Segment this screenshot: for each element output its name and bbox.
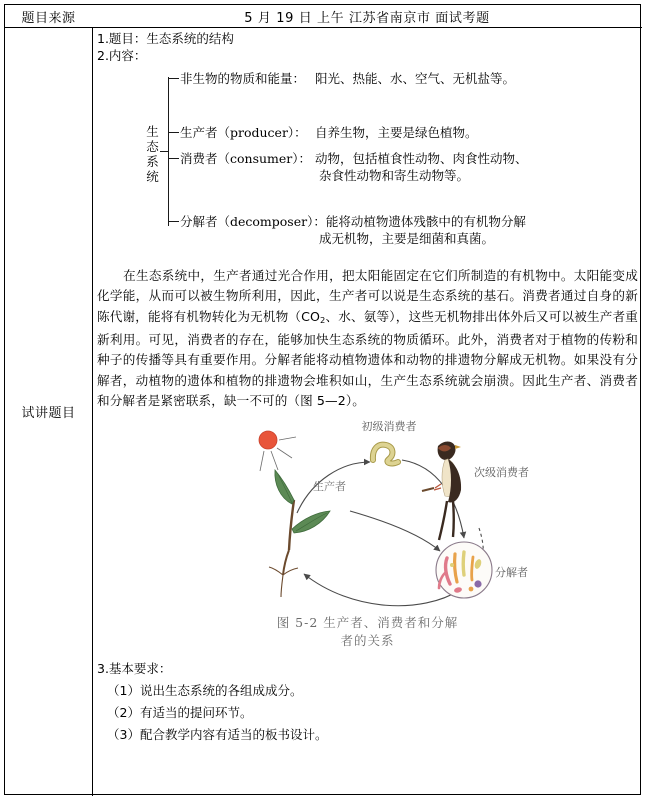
body-paragraph [97, 266, 638, 412]
requirement-item: （2）有适当的提问环节。 [107, 704, 253, 720]
content-line: 2.内容： [97, 48, 147, 63]
basic-requirements-block [97, 658, 638, 746]
requirement-item: （3）配合教学内容有适当的板书设计。 [107, 726, 328, 742]
figure-label-secondary-consumer: 次级消费者 [474, 465, 529, 479]
paragraph-part-2: 、水、氨等），这些无机物排出体外后又可以被生产者重新利用。可见，消费者的存在，能够加快生态系统的物质循环。此外，消费者对于植物的传粉和种子的传播等具有重要作用。分解者能将动植物遗体和动物的排遗物分解成无机物。如果没有分解者，动植物的遗体和植物的排遗物会堆积如山，生产生态系统就会崩溃。因此生产者、消费者和分解者是紧密联系，缺一不可的（图 5—2）。 [97, 308, 638, 409]
figure-caption-line-1: 图 5-2 生产者、消费者和分解 [276, 614, 459, 630]
requirement-item: （1）说出生态系统的各组成成分。 [107, 682, 303, 698]
ecosystem-structure-tree [97, 66, 638, 260]
tree-item-value: 自养生物，主要是绿色植物。 [315, 125, 478, 140]
tree-item-consumer-continued: 杂食性动物和寄生动物等。 [319, 168, 470, 183]
tree-item-key: 消费者（consumer）： [180, 151, 312, 166]
tree-branch-dash [168, 78, 179, 79]
figure-caption-line-2: 者的关系 [340, 632, 395, 648]
tree-item-producer [168, 124, 478, 141]
sun-icon [259, 431, 277, 449]
figure-label-producer: 生产者 [313, 479, 346, 493]
tree-root-char-0: 生 [146, 124, 159, 139]
brace-stub [160, 151, 168, 152]
requirements-heading: 3.基本要求： [97, 660, 172, 676]
exam-question-table [4, 4, 641, 795]
tree-branch-dash [168, 158, 179, 159]
row-label-trial-lecture: 试讲题目 [21, 406, 76, 421]
tree-item-decomposer [168, 213, 526, 230]
tree-root-label [145, 124, 160, 184]
tree-branch-dash [168, 221, 179, 222]
header-source-label: 题目来源 [21, 10, 76, 26]
topic-line: 1.题目：生态系统的结构 [97, 31, 234, 46]
tree-item-value: 能将动植物遗体残骸中的有机物分解 [325, 214, 526, 229]
co2-subscript: 2 [320, 314, 326, 325]
tree-item-abiotic [168, 70, 515, 87]
tree-branch-dash [168, 132, 179, 133]
paragraph-part-1: 在生态系统中，生产者通过光合作用，把太阳能固定在它们所制造的有机物中。太阳能变成化学能，从而可以被生物所利用，因此，生产者可以说是生态系统的基石。消费者通过自身的新陈代谢，能将有机物转化为无机物（CO [97, 268, 638, 324]
tree-root-char-3: 统 [146, 169, 159, 184]
tree-item-key: 生产者（producer）： [180, 125, 307, 140]
tree-item-consumer [168, 150, 528, 167]
ecosystem-cycle-illustration [242, 418, 532, 618]
question-content-cell [93, 27, 642, 796]
decomposer-icon [436, 542, 492, 598]
header-exam-title: 5 月 19 日 上午 江苏省南京市 面试考题 [244, 10, 490, 26]
tree-root-char-2: 系 [146, 154, 159, 169]
tree-item-value: 阳光、热能、水、空气、无机盐等。 [315, 71, 516, 86]
tree-item-key: 非生物的物质和能量： [180, 71, 306, 86]
tree-item-decomposer-continued: 成无机物，主要是细菌和真菌。 [319, 231, 495, 246]
bird-icon [422, 441, 461, 540]
figure-label-decomposer: 分解者 [495, 565, 528, 579]
tree-item-key: 分解者（decomposer）： [180, 214, 326, 229]
figure-caption [97, 614, 638, 650]
figure-label-primary-consumer: 初级消费者 [361, 419, 417, 433]
ecosystem-figure [97, 418, 638, 656]
tree-item-value: 动物，包括植食性动物、肉食性动物、 [315, 151, 528, 166]
tree-root-char-1: 态 [146, 139, 159, 154]
